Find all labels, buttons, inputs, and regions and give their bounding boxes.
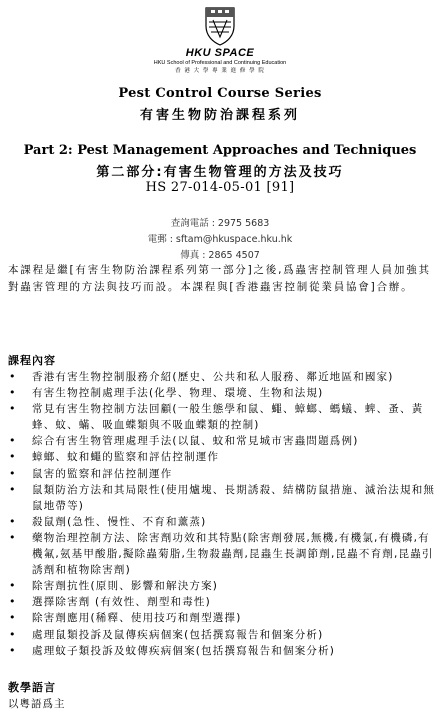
- bullet-icon: •: [9, 466, 17, 480]
- series-title-zh: 有害生物防治課程系列: [139, 108, 300, 123]
- course-introduction: [8, 262, 436, 295]
- list-item: • 香港有害生物控制服務介紹(歷史、公共和私人服務、鄰近地區和國家): [8, 369, 436, 385]
- contact-email: 電郵 : sftam@hkuspace.hku.hk: [147, 234, 293, 245]
- course-contents-list: [8, 369, 436, 659]
- list-item: • 蟑螂、蚊和蠅的監察和評估控制運作: [8, 449, 436, 465]
- part-title-en: Part 2: Pest Management Approaches and Techniques: [23, 143, 417, 158]
- bullet-icon: •: [9, 370, 17, 383]
- bullet-icon: •: [9, 482, 17, 496]
- teaching-language-value: 以粵語爲主: [8, 698, 66, 710]
- logo-subtitle-zh: 香 港 大 學 專 業 進 修 學 院: [175, 68, 265, 74]
- bullet-icon: •: [9, 514, 17, 528]
- bullet-icon: •: [9, 611, 17, 625]
- bullet-icon: •: [9, 627, 17, 641]
- list-item: • 除害劑抗性(原則、影響和解決方案): [8, 578, 436, 594]
- list-item: • 鼠害的監察和評估控制運作: [8, 466, 436, 482]
- bullet-icon: •: [9, 386, 17, 400]
- bullet-icon: •: [9, 450, 17, 464]
- list-item: • 常見有害生物控制方法回顧(一般生態學和鼠、蠅、蟑螂、螞蟻、蜱、蚤、黃蜂、蚊、蟎、吸血蝶類與不吸血蝶類的控制): [9, 402, 424, 432]
- course-contents-heading: 課程內容: [8, 354, 56, 367]
- part-title-zh: 第二部分:有害生物管理的方法及技巧: [96, 165, 344, 180]
- intro-paragraph: 本課程是繼[有害生物防治課程系列第一部分]之後,爲蟲害控制管理人員加強其對蟲害管理的方法與技巧而設。本課程與[香港蟲害控制從業員協會]合辦。: [8, 264, 431, 293]
- contact-fax: 傳真 : 2865 4507: [180, 250, 260, 261]
- list-item: • 處理蚊子類投訴及蚊傳疾病個案(包括撰寫報告和個案分析): [8, 643, 436, 659]
- bullet-icon: •: [9, 643, 17, 657]
- bullet-icon: •: [9, 402, 17, 416]
- list-item: • 綜合有害生物管理處理手法(以鼠、蚊和常見城市害蟲問題爲例): [8, 433, 436, 449]
- bullet-icon: •: [9, 434, 17, 448]
- logo-brand-text: HKU SPACE: [185, 47, 255, 59]
- list-item: • 鼠類防治方法和其局限性(使用爐塊、長期誘殺、結構防鼠措施、滅治法規和無鼠地帶等): [9, 482, 436, 512]
- bullet-icon: •: [9, 530, 17, 544]
- series-title-en: Pest Control Course Series: [118, 86, 322, 101]
- bullet-icon: •: [9, 595, 17, 609]
- hku-space-logo: [140, 6, 300, 76]
- contact-phone: 查詢電話 : 2975 5683: [170, 218, 270, 229]
- university-crest-icon: [203, 6, 237, 46]
- bullet-icon: •: [9, 579, 17, 593]
- logo-subtitle-en: HKU School of Professional and Continuing Education: [153, 60, 287, 66]
- list-item: • 有害生物控制處理手法(化學、物理、環境、生物和法規): [8, 385, 436, 401]
- list-item: • 藥物治理控制方法、除害劑功效和其特點(除害劑發展,無機,有機氯,有機磷,有機氟,氨基甲酸脂,擬除蟲菊脂,生物殺蟲劑,昆蟲生長調節劑,昆蟲不育劑,昆蟲引誘劑和植物除害劑): [9, 530, 434, 577]
- course-code: HS 27-014-05-01 [91]: [145, 180, 295, 195]
- list-item: • 除害劑應用(稀釋、使用技巧和劑型選擇): [8, 610, 436, 626]
- list-item: • 殺鼠劑(急性、慢性、不育和薰蒸): [8, 514, 436, 530]
- list-item: • 選擇除害劑 (有效性、劑型和毒性): [8, 594, 436, 610]
- teaching-language-heading: 教學語言: [8, 681, 56, 694]
- list-item: • 處理鼠類投訴及鼠傳疾病個案(包括撰寫報告和個案分析): [8, 627, 436, 643]
